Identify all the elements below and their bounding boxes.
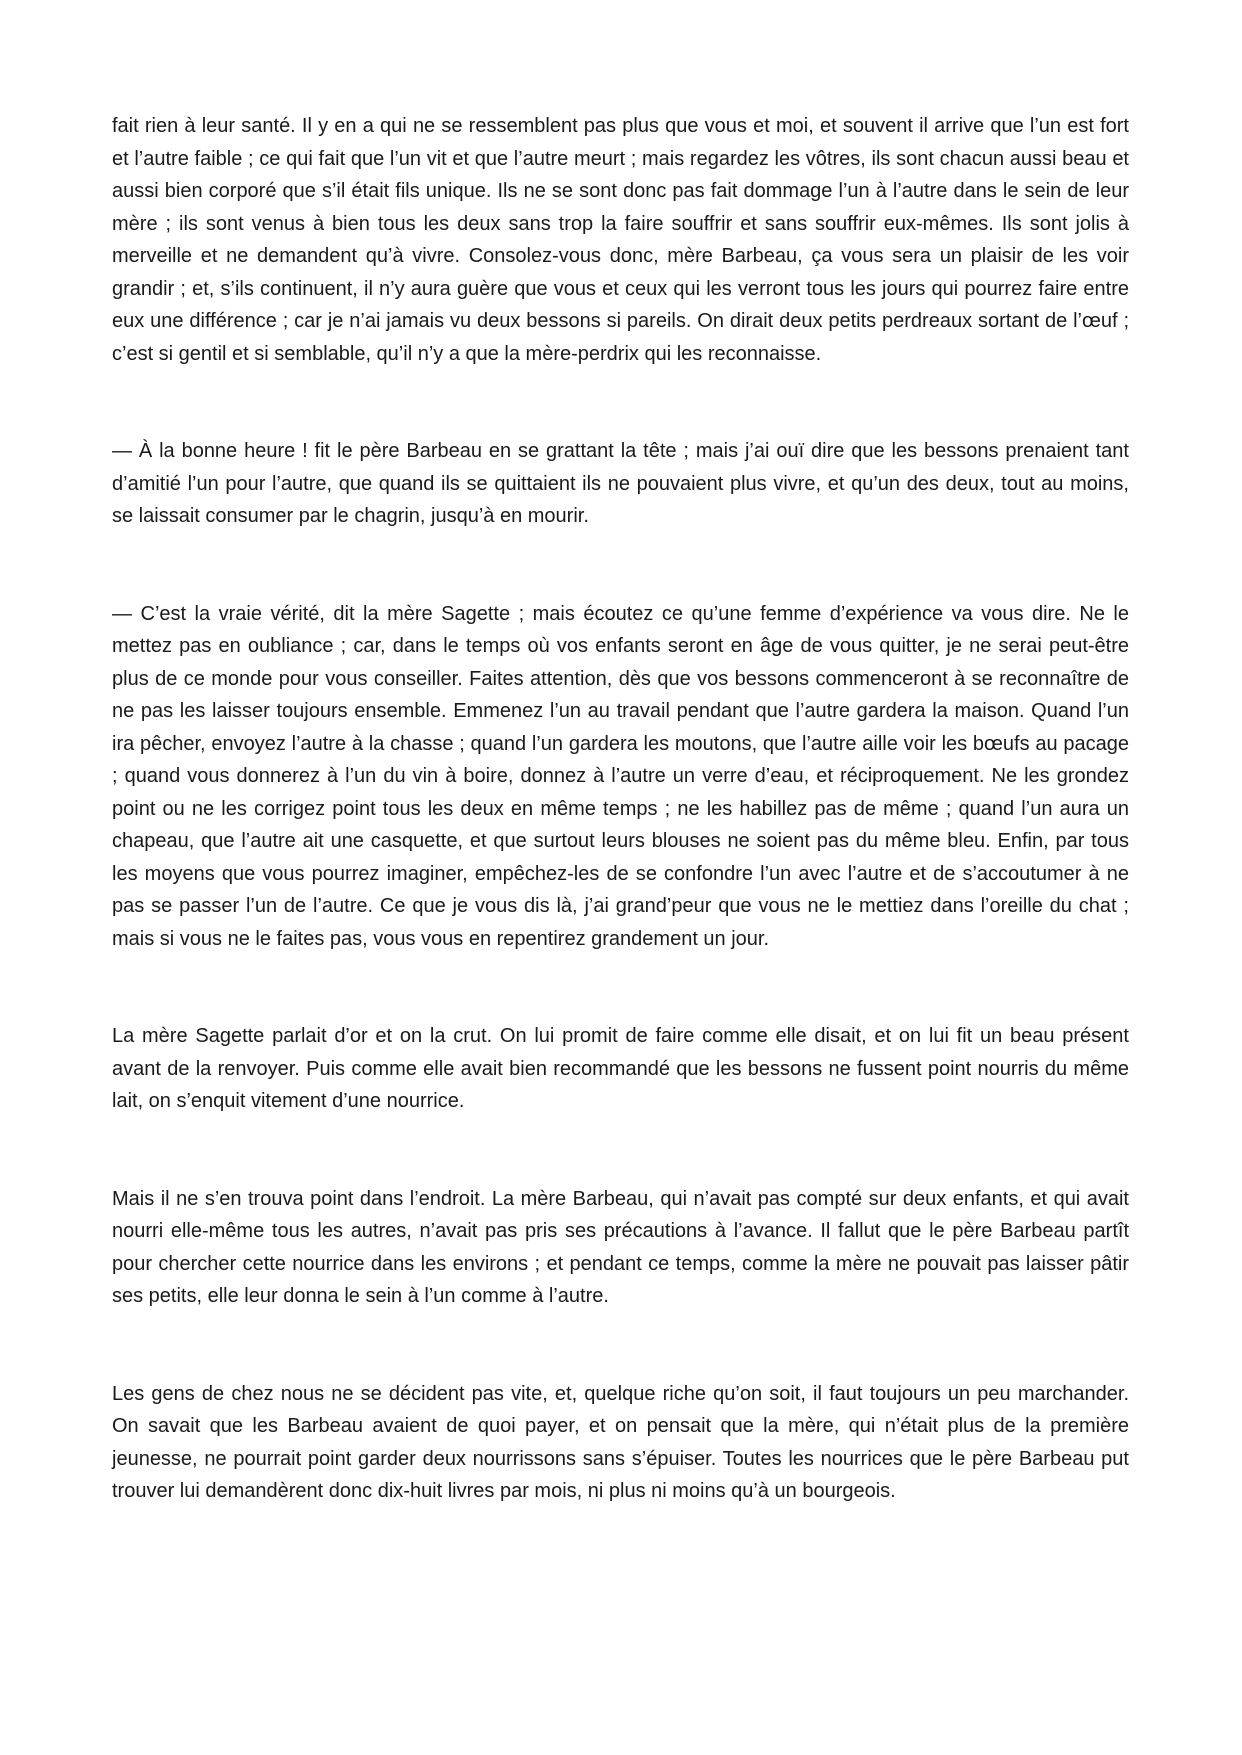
- paragraph-4: La mère Sagette parlait d’or et on la crut. On lui promit de faire comme elle disait, et on lui fit un beau présent avant de la renvoyer. Puis comme elle avait bien recommandé que les bessons ne fussent point nourris du même lait, on s’enquit vitement d’une nourrice.: [112, 1025, 1129, 1112]
- paragraph-1: fait rien à leur santé. Il y en a qui ne se ressemblent pas plus que vous et moi, et souvent il arrive que l’un est fort et l’autre faible ; ce qui fait que l’un vit et que l’autre meurt ; mais regardez les vôtres, ils sont chacun aussi beau et aussi bien corporé que s’il était fils unique. Ils ne se sont donc pas fait dommage l’un à l’autre dans le sein de leur mère ; ils sont venus à bien tous les deux sans trop la faire souffrir et sans souffrir eux-mêmes. Ils sont jolis à merveille et ne demandent qu’à vivre. Consolez-vous donc, mère Barbeau, ça vous sera un plaisir de les voir grandir ; et, s’ils continuent, il n’y aura guère que vous et ceux qui les verront tous les jours qui pourrez faire entre eux une différence ; car je n’ai jamais vu deux bessons si pareils. On dirait deux petits perdreaux sortant de l’œuf ; c’est si gentil et si semblable, qu’il n’y a que la mère-perdrix qui les reconnaisse.: [112, 115, 1129, 365]
- paragraph-3: — C’est la vraie vérité, dit la mère Sagette ; mais écoutez ce qu’une femme d’expérience va vous dire. Ne le mettez pas en oubliance ; car, dans le temps où vos enfants seront en âge de vous quitter, je ne serai peut-être plus de ce monde pour vous conseiller. Faites attention, dès que vos bessons commenceront à se reconnaître de ne pas les laisser toujours ensemble. Emmenez l’un au travail pendant que l’autre gardera la maison. Quand l’un ira pêcher, envoyez l’autre à la chasse ; quand l’un gardera les moutons, que l’autre aille voir les bœufs au pacage ; quand vous donnerez à l’un du vin à boire, donnez à l’autre un verre d’eau, et réciproquement. Ne les grondez point ou ne les corrigez point tous les deux en même temps ; ne les habillez pas de même ; quand l’un aura un chapeau, que l’autre ait une casquette, et que surtout leurs blouses ne soient pas du même bleu. Enfin, par tous les moyens que vous pourrez imaginer, empêchez-les de se confondre l’un avec l’autre et de s’accoutumer à ne pas se passer l’un de l’autre. Ce que je vous dis là, j’ai grand’peur que vous ne le mettiez dans l’oreille du chat ; mais si vous ne le faites pas, vous vous en repentirez grandement un jour.: [112, 602, 1129, 950]
- paragraph-6: Les gens de chez nous ne se décident pas vite, et, quelque riche qu’on soit, il faut toujours un peu marchander. On savait que les Barbeau avaient de quoi payer, et on pensait que la mère, qui n’était plus de la première jeunesse, ne pourrait point garder deux nourrissons sans s’épuiser. Toutes les nourrices que le père Barbeau put trouver lui demandèrent donc dix-huit livres par mois, ni plus ni moins qu’à un bourgeois.: [112, 1382, 1129, 1502]
- document-body: [112, 110, 1129, 1508]
- paragraph-2: — À la bonne heure ! fit le père Barbeau en se grattant la tête ; mais j’ai ouï dire que les bessons prenaient tant d’amitié l’un pour l’autre, que quand ils se quittaient ils ne pouvaient plus vivre, et qu’un des deux, tout au moins, se laissait consumer par le chagrin, jusqu’à en mourir.: [112, 440, 1129, 527]
- paragraph-5: Mais il ne s’en trouva point dans l’endroit. La mère Barbeau, qui n’avait pas compté sur deux enfants, et qui avait nourri elle-même tous les autres, n’avait pas pris ses précautions à l’avance. Il fallut que le père Barbeau partît pour chercher cette nourrice dans les environs ; et pendant ce temps, comme la mère ne pouvait pas laisser pâtir ses petits, elle leur donna le sein à l’un comme à l’autre.: [112, 1187, 1129, 1307]
